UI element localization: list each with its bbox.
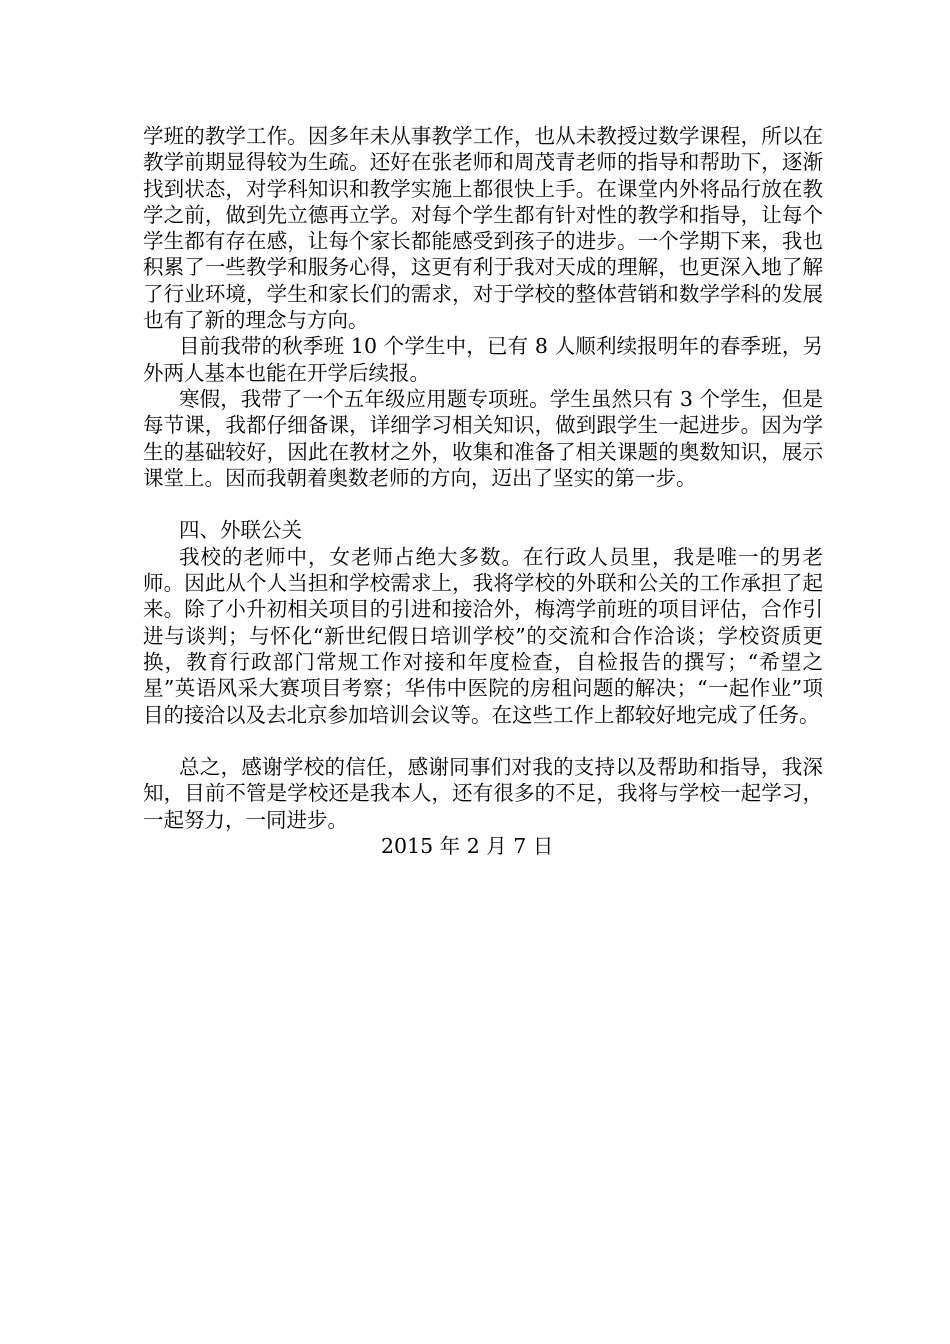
paragraph-teaching-work: 学班的教学工作。因多年未从事教学工作，也从未教授过数学课程，所以在教学前期显得较为生疏。还好在张老师和周茂青老师的指导和帮助下，逐渐找到状态，对学科知识和教学实施上都很快上手。在课堂内外将品行放在教学之前，做到先立德再立学。对每个学生都有针对性的教学和指导，让每个学生都有存在感，让每个家长都能感受到孩子的进步。一个学期下来，我也积累了一些教学和服务心得，这更有利于我对天成的理解，也更深入地了解了行业环境，学生和家长们的需求，对于学校的整体营销和数学学科的发展也有了新的理念与方向。 [143, 124, 823, 333]
paragraph-external-relations: 我校的老师中，女老师占绝大多数。在行政人员里，我是唯一的男老师。因此从个人当担和学校需求上，我将学校的外联和公关的工作承担了起来。除了小升初相关项目的引进和接洽外，梅湾学前班的项目评估，合作引进与谈判；与怀化“新世纪假日培训学校”的交流和合作洽谈；学校资质更换，教育行政部门常规工作对接和年度检查，自检报告的撰写；“希望之星”英语风采大赛项目考察；华伟中医院的房租问题的解决；“一起作业”项目的接洽以及去北京参加培训会议等。在这些工作上都较好地完成了任务。 [143, 544, 823, 727]
blank-line [143, 491, 823, 517]
section-heading-external-relations: 四、外联公关 [179, 518, 302, 543]
paragraph-autumn-class: 目前我带的秋季班 10 个学生中，已有 8 人顺利续报明年的春季班，另外两人基本也能在开学后续报。 [143, 334, 823, 385]
document-body [143, 123, 823, 859]
paragraph-conclusion: 总之，感谢学校的信任，感谢同事们对我的支持以及帮助和指导，我深知，目前不管是学校还是我本人，还有很多的不足，我将与学校一起学习，一起努力，一同进步。 [143, 755, 823, 832]
document-date: 2015 年 2 月 7 日 [381, 834, 554, 859]
blank-line [143, 728, 823, 754]
paragraph-winter-class: 寒假，我带了一个五年级应用题专项班。学生虽然只有 3 个学生，但是每节课，我都仔细备课，详细学习相关知识，做到跟学生一起进步。因为学生的基础较好，因此在教材之外，收集和准备了相关课题的奥数知识，展示课堂上。因而我朝着奥数老师的方向，迈出了坚实的第一步。 [143, 386, 823, 490]
